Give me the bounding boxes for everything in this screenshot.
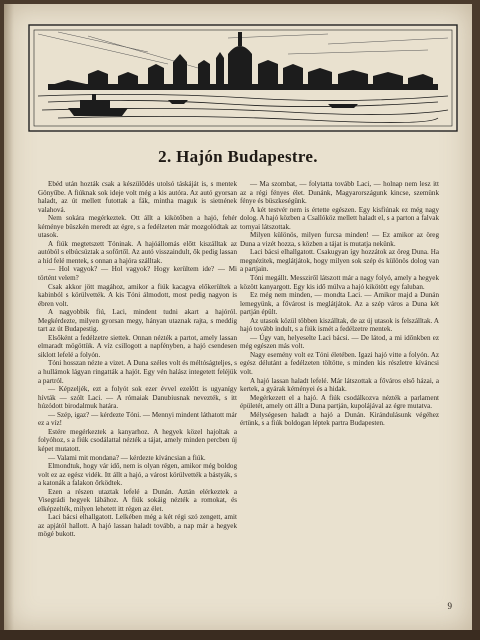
- paragraph: — Szép, igaz? — kérdezte Tóni. — Mennyi mindent láthatott már ez a víz!: [38, 410, 237, 428]
- paragraph: Megérkezett el a hajó. A fiúk csodálkozva nézték a parlament épületét, amely ott állt a Duna partján, kupolájával az égre mutatva.: [240, 393, 439, 411]
- paragraph: Elmondtuk, hogy vár idő, nem is olyan régen, amikor még boldog volt ez az egész vidék. Itt állt a hajó, a várost körülvették a bástyák, s a katonák a falakon őrködtek.: [38, 462, 237, 488]
- book-page: [4, 4, 472, 632]
- paragraph: Laci bácsi elhallgatott. Csakugyan így hozzátok az öreg Duna. Ha megnézitek, meglátjátok, hogy milyen sok szép és különös dolog van a partjain.: [240, 248, 439, 274]
- paragraph: — Hol vagyok? — Hol vagyok? Hogy kerültem ide? — Mi történt velem?: [38, 265, 237, 283]
- budapest-skyline-illustration: [28, 24, 458, 132]
- paragraph: Ez még nem minden, — mondta Laci. — Amikor majd a Dunán lemegyünk, a fővárost is meglátjátok. Az a szép város a Duna két partján épült.: [240, 291, 439, 317]
- paragraph: Tóni megállt. Messziről látszott már a nagy folyó, amely a hegyek között kanyargott. Egy kis idő múlva a hajó kikötött egy faluban.: [240, 274, 439, 291]
- page-number: 9: [447, 601, 452, 611]
- paragraph: Az utasok közül többen kiszálltak, de az új utasok is felszálltak. A hajó tovább indult, s a fiúk ismét a fedélzetre mentek.: [240, 316, 439, 334]
- paragraph: Tóni hosszan nézte a vizet. A Duna széles volt és méltóságteljes, s a hullámok lágyan ringatták a hajót. Egy vén halász integetett feléjük a partról.: [38, 359, 237, 385]
- paragraph: Milyen különös, milyen furcsa minden! — Ez amikor az öreg Duna a vizét hozza, s közben a tájat is mutatja nekünk.: [240, 231, 439, 248]
- paragraph: A két testvér nem is értette egészen. Egy kisfiúnak ez még nagy dolog. A hajó közben a Csallóköz mellett haladt el, s a parton a falvak tornyai látszottak.: [240, 205, 439, 231]
- book-edge: [0, 630, 480, 640]
- paragraph: Ebéd után hozták csak a készülődés utolsó táskáját is, s mentek Gönyűbe. A fiúknak sok ideje volt még a kis autóra. Az autó gyorsan haladt, az út mellett futottak a fák, mintha maguk is sietnének valahová.: [38, 180, 237, 214]
- paragraph: A fiúk megtetszett Tóninak. A hajóállomás előtt kiszálltak az autóból s elbúcsúztak a sofőrtől. Az autó visszaindult, ők pedig lassan a híd felé mentek, s onnan a hajóra szálltak.: [38, 239, 237, 265]
- paragraph: Ezen a részen utaztak lefelé a Dunán. Aztán elérkeztek a Visegrádi hegyek lábához. A fiúk sokáig nézték a romokat, és elképzelték, milyen lehetett itt régen az élet.: [38, 487, 237, 513]
- page-gutter-shadow: [4, 4, 14, 632]
- paragraph: Laci bácsi elhallgatott. Lelkében még a két régi szó zengett, amit az apjától hallott. A hajó lassan haladt tovább, a nap már a hegyek mögé bukott.: [38, 513, 237, 539]
- right-text-column: [240, 180, 439, 608]
- budapest-skyline-drawing: [28, 24, 458, 132]
- paragraph: Estére megérkeztek a kanyarhoz. A hegyek közel hajoltak a folyóhoz, s a fiúk csodálattal nézték a tájat, amely minden percben új képet mutatott.: [38, 427, 237, 453]
- chapter-title: 2. Hajón Budapestre.: [158, 147, 318, 166]
- paragraph: A hajó lassan haladt lefelé. Már látszottak a főváros első házai, a kertek, a gyárak kéményei és a hidak.: [240, 376, 439, 394]
- paragraph: — Úgy van, helyeselte Laci bácsi. — De látod, a mi időnkben ez még egészen más volt.: [240, 333, 439, 351]
- paragraph: — Valami mit mondana? — kérdezte kíváncsian a fiúk.: [48, 453, 206, 462]
- paragraph: — Képzeljék, ezt a folyót sok ezer évvel ezelőtt is ugyanígy hívták — szólt Laci. — A rómaiak Danubiusnak nevezték, s itt húzódott birodalmuk határa.: [38, 385, 237, 411]
- paragraph: Elsőként a fedélzetre siettek. Onnan nézték a partot, amely lassan elmaradt mögöttük. A víz csillogott a napfényben, a hajó csendesen siklott lefelé a folyón.: [38, 333, 237, 359]
- paragraph: A nagyobbik fiú, Laci, mindent tudni akart a hajóról. Megkérdezte, milyen gyorsan megy, hányan utaznak rajta, s meddig tart az út Budapestig.: [38, 308, 237, 334]
- paragraph: Nem sokára megérkeztek. Ott állt a kikötőben a hajó, fehér kéménye büszkén meredt az égre, s a fedélzeten már mozgolódtak az utasok.: [38, 214, 237, 240]
- left-text-column: [38, 180, 237, 618]
- paragraph: Mélységesen haladt a hajó a Dunán. Kirándulásunk végéhez értünk, s a fiúk boldogan léptek partra Budapesten.: [240, 410, 439, 428]
- paragraph: Nagy esemény volt ez Tóni életében. Igazi hajó vitte a folyón. Az egész délutánt a fedélzeten töltötte, s minden kis részletre kíváncsi volt.: [240, 350, 439, 377]
- paragraph: — Ma szombat, — folytatta tovább Laci, — holnap nem lesz itt az a régi fényes élet. Dunánk, Magyarországunk kincse, szemünk fénye és büszkeségünk.: [240, 180, 439, 206]
- paragraph: Csak akkor jött magához, amikor a fiúk kacagva előkerültek a kabinból s körülvették. A kis Tóni álmodott, most pedig nagyon is ébren volt.: [38, 282, 237, 308]
